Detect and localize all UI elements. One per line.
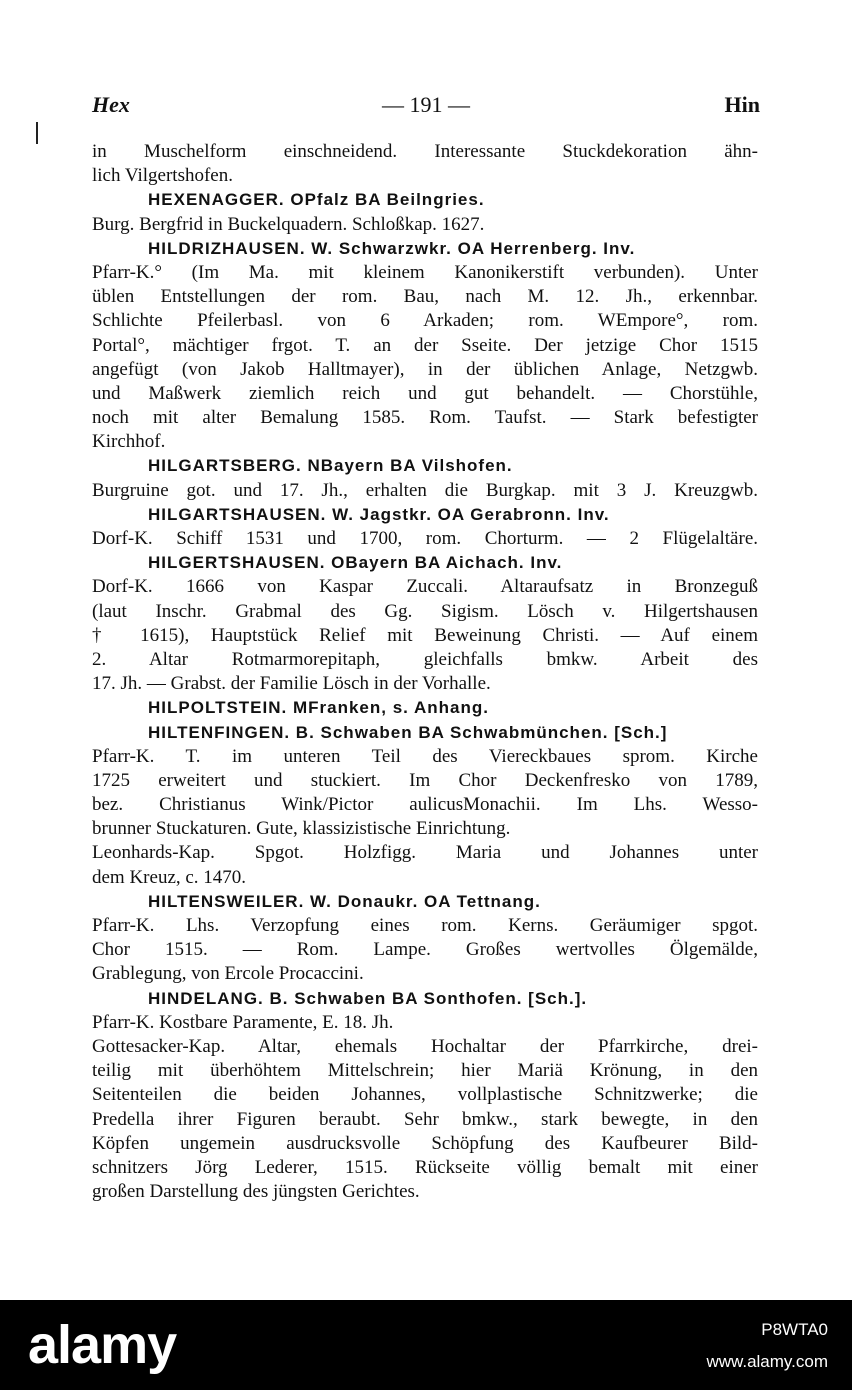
page-number: — 191 — [382,92,470,117]
entry-heading: HILGERTSHAUSEN. OBayern BA Aichach. Inv. [148,553,563,573]
body-text [92,140,758,1204]
watermark-banner [0,1300,852,1390]
text-line: Grablegung, von Ercole Procaccini. [92,963,364,985]
text-line: teilig mit überhöhtem Mittelschrein; hier Mariä Krönung, in den [92,1060,758,1082]
text-line: Pfarr-K. Lhs. Verzopfung eines rom. Kerns. Geräumiger spgot. [92,915,758,936]
text-line: Predella ihrer Figuren beraubt. Sehr bmkw., stark bewegte, in den [92,1108,758,1130]
entry-heading: HILTENSWEILER. W. Donaukr. OA Tettnang. [148,891,541,911]
text-line: Dorf-K. 1666 von Kaspar Zuccali. Altaraufsatz in Bronzeguß [92,576,758,598]
text-line: noch mit alter Bemalung 1585. Rom. Taufst. — Stark befestigter [92,407,758,429]
running-header [92,92,760,122]
text-line: Schlichte Pfeilerbasl. von 6 Arkaden; rom. WEmpore°, rom. [92,310,758,332]
entry-heading: HILGARTSHAUSEN. W. Jagstkr. OA Gerabronn. Inv. [148,504,610,524]
entry-heading: HILTENFINGEN. B. Schwaben BA Schwabmünchen. [Sch.] [148,722,668,742]
text-line: Pfarr-K. T. im unteren Teil des Viereckbaues sprom. Kirche [92,745,758,767]
text-line: bez. Christianus Wink/Pictor aulicusMonachii. Im Lhs. Wesso- [92,794,758,816]
entry-heading: HILDRIZHAUSEN. W. Schwarzwkr. OA Herrenberg. Inv. [148,238,636,258]
text-line: Gottesacker-Kap. Altar, ehemals Hochaltar der Pfarrkirche, drei- [92,1035,758,1057]
entry-heading: HILPOLTSTEIN. MFranken, s. Anhang. [148,698,489,718]
site-url: www.alamy.com [706,1352,828,1371]
header-right: Hin [724,92,760,117]
alamy-logo: alamy [28,1315,177,1375]
text-line: Chor 1515. — Rom. Lampe. Großes wertvolles Ölgemälde, [92,939,758,961]
text-line: Portal°, mächtiger frgot. T. an der Sseite. Der jetzige Chor 1515 [92,334,758,356]
text-line: 2. Altar Rotmarmorepitaph, gleichfalls bmkw. Arbeit des [92,648,758,670]
margin-mark [36,122,38,144]
text-line: lich Vilgertshofen. [92,165,233,187]
text-line: Burg. Bergfrid in Buckelquadern. Schloßkap. 1627. [92,213,485,235]
text-line: Leonhards-Kap. Spgot. Holzfigg. Maria und Johannes unter [92,842,758,864]
text-line: 1725 erweitert und stuckiert. Im Chor Deckenfresko von 1789, [92,769,758,791]
text-line: schnitzers Jörg Lederer, 1515. Rückseite völlig bemalt mit einer [92,1156,758,1178]
text-line: üblen Entstellungen der rom. Bau, nach M. 12. Jh., erkennbar. [92,286,758,308]
text-line: und Maßwerk ziemlich reich und gut behandelt. — Chorstühle, [92,382,758,404]
text-line: angefügt (von Jakob Halltmayer), in der üblichen Anlage, Netzgwb. [92,358,758,380]
entry-heading: HINDELANG. B. Schwaben BA Sonthofen. [Sch.]. [148,988,588,1008]
text-line: Pfarr-K.° (Im Ma. mit kleinem Kanonikerstift verbunden). Unter [92,261,758,283]
text-line: brunner Stuckaturen. Gute, klassizistische Einrichtung. [92,818,511,840]
text-line: Burgruine got. und 17. Jh., erhalten die Burgkap. mit 3 J. Kreuzgwb. [92,479,758,501]
text-line: Seitenteilen die beiden Johannes, vollplastische Schnitzwerke; die [92,1084,758,1106]
text-line: großen Darstellung des jüngsten Gerichtes. [92,1181,420,1203]
text-line: in Muschelform einschneidend. Interessante Stuckdekoration ähn- [92,141,758,162]
text-line: Köpfen ungemein ausdrucksvolle Schöpfung des Kaufbeurer Bild- [92,1132,758,1154]
text-line: Dorf-K. Schiff 1531 und 1700, rom. Chorturm. — 2 Flügelaltäre. [92,528,758,549]
image-id: P8WTA0 [761,1320,828,1339]
text-line: Kirchhof. [92,431,166,453]
text-line: Pfarr-K. Kostbare Paramente, E. 18. Jh. [92,1011,394,1033]
text-line: 17. Jh. — Grabst. der Familie Lösch in der Vorhalle. [92,673,491,695]
entry-heading: HILGARTSBERG. NBayern BA Vilshofen. [148,456,513,476]
entry-heading: HEXENAGGER. OPfalz BA Beilngries. [148,190,485,210]
text-line: † 1615), Hauptstück Relief mit Beweinung Christi. — Auf einem [92,624,758,646]
header-left: Hex [92,92,130,117]
text-line: dem Kreuz, c. 1470. [92,866,247,888]
text-line: (laut Inschr. Grabmal des Gg. Sigism. Lösch v. Hilgertshausen [92,600,758,622]
